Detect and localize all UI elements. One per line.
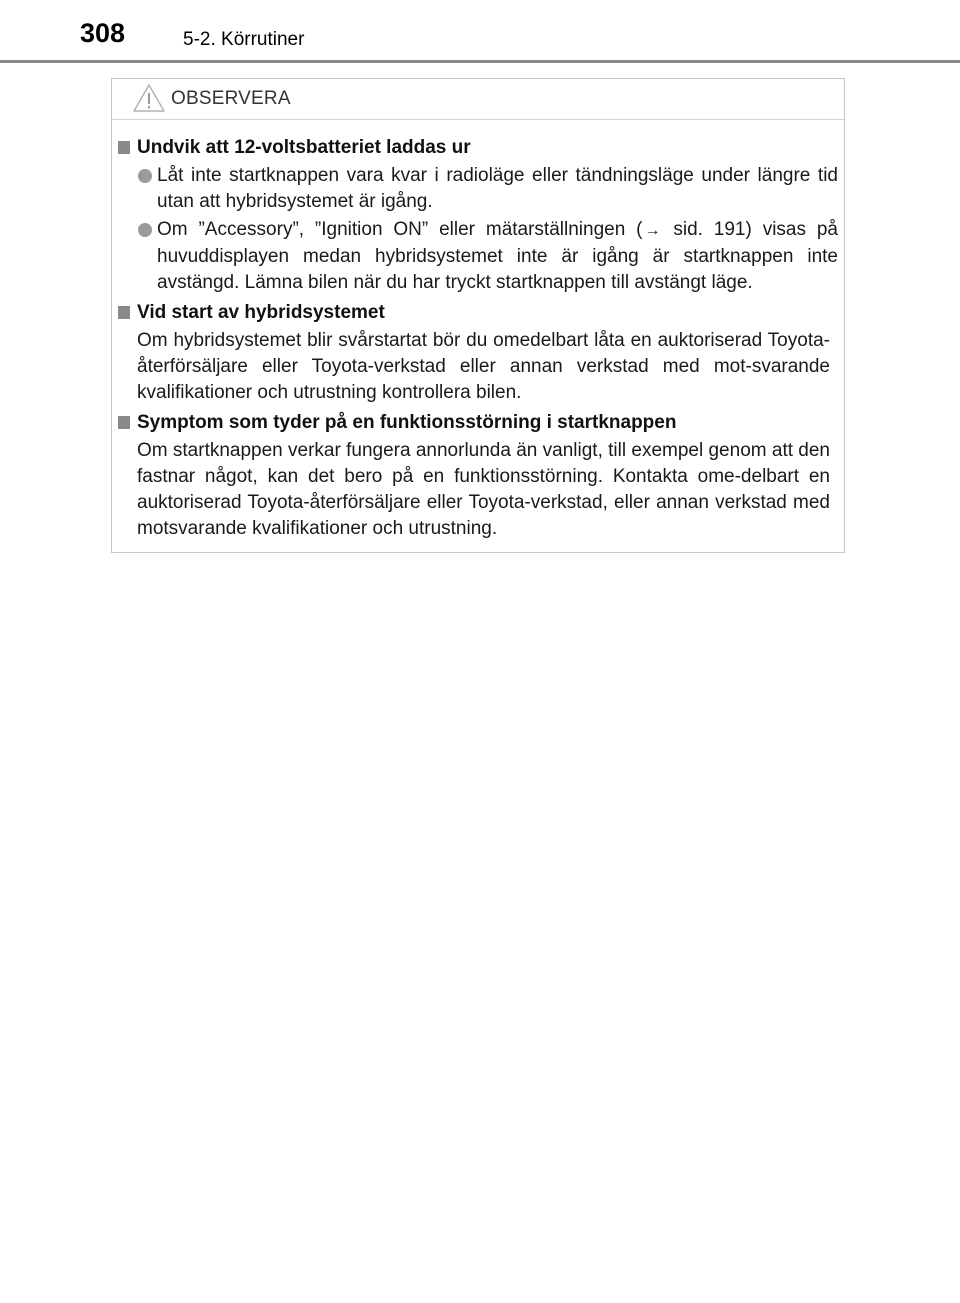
heading-text: Symptom som tyder på en funktionsstörning i startknappen xyxy=(137,412,677,433)
section-heading-start xyxy=(112,300,846,326)
square-bullet-icon xyxy=(118,306,130,319)
section-heading-battery xyxy=(112,135,846,161)
round-bullet-icon xyxy=(138,223,152,237)
square-bullet-icon xyxy=(118,141,130,154)
item-text-after: sid. 191) visas på huvuddisplayen medan hybridsystemet inte är igång är startknappen inte avstängd. Lämna bilen när du har tryckt startknappen till avstängt läge. xyxy=(157,219,838,293)
square-bullet-icon xyxy=(118,416,130,429)
arrow-right-icon: → xyxy=(644,222,661,239)
section-title: 5-2. Körrutiner xyxy=(183,29,305,50)
item-text-before: Om ”Accessory”, ”Ignition ON” eller mätarställningen ( xyxy=(157,219,643,240)
page-number: 308 xyxy=(80,18,126,48)
section-text: Om hybridsystemet blir svårstartat bör du omedelbart låta en auktoriserad Toyota-återförsäljare eller Toyota-verkstad eller annan verkstad med mot-svarande kvalifikationer och utrustning kontrollera bilen. xyxy=(137,330,830,403)
list-item xyxy=(112,163,846,215)
round-bullet-icon xyxy=(138,169,152,183)
notice-header xyxy=(112,79,844,120)
header-rule xyxy=(0,60,960,63)
heading-text: Undvik att 12-voltsbatteriet laddas ur xyxy=(137,137,471,158)
heading-text: Vid start av hybridsystemet xyxy=(137,302,385,323)
warning-triangle-icon xyxy=(132,83,166,113)
section-text: Om startknappen verkar fungera annorlunda än vanligt, till exempel genom att den fastnar något, kan det bero på en funktionsstörning. Kontakta ome-delbart en auktoriserad Toyota-återförsäljare eller Toyota-verkstad, eller annan verkstad med motsvarande kvalifikationer och utrustning. xyxy=(137,440,830,539)
notice-box xyxy=(111,78,845,553)
notice-title: OBSERVERA xyxy=(171,88,291,109)
list-item xyxy=(112,217,846,296)
notice-body xyxy=(112,131,846,542)
item-text: Låt inte startknappen vara kvar i radioläge eller tändningsläge under längre tid utan att hybridsystemet är igång. xyxy=(157,165,838,212)
section-heading-symptom xyxy=(112,410,846,436)
